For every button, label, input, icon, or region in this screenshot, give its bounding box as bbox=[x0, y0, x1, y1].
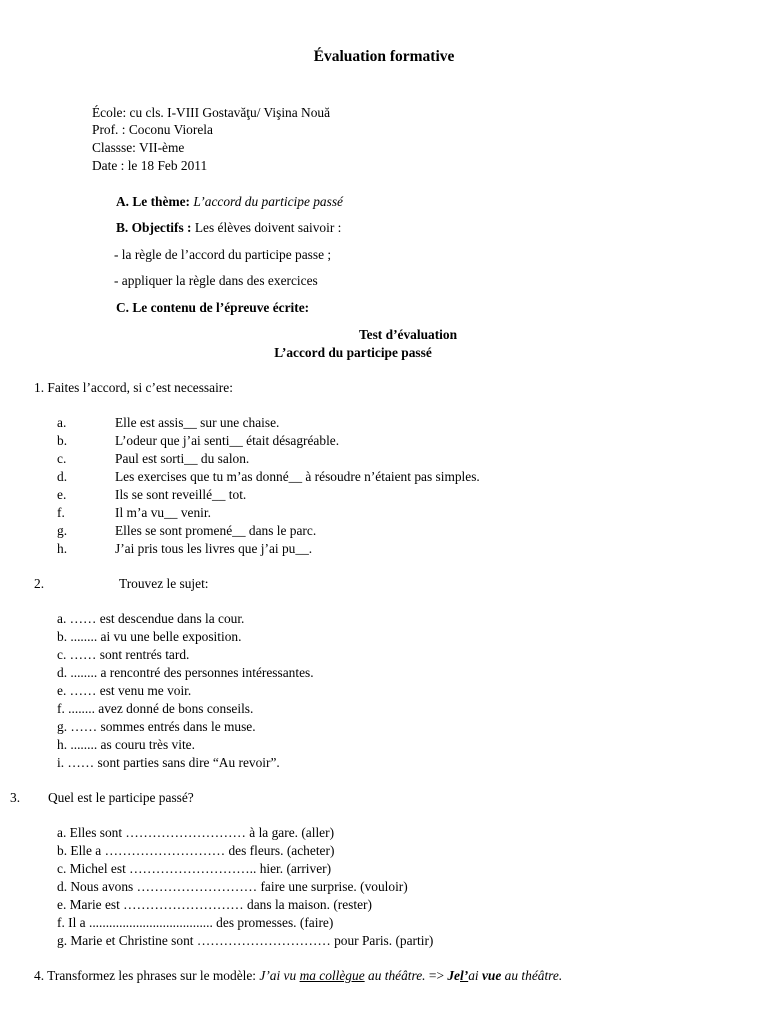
test-title: Test d’évaluation bbox=[358, 327, 458, 342]
class-line: Classse: VII-ème bbox=[92, 140, 185, 155]
list-item: c. Michel est ……………………….. hier. (arriver) bbox=[57, 861, 332, 876]
list-item: e. Marie est ……………………… dans la maison. (rester) bbox=[57, 897, 372, 912]
exercise-3-number: 3. bbox=[10, 790, 21, 805]
contents-label: C. Le contenu de l’épreuve écrite: bbox=[116, 300, 310, 315]
model-sentence-start: J’ai vu bbox=[259, 968, 297, 983]
exercise-4-line bbox=[34, 967, 562, 985]
theme-label: A. Le thème: bbox=[116, 194, 190, 209]
objectives-label: B. Objectifs : bbox=[116, 220, 192, 235]
exercise-4-instruction: 4. Transformez les phrases sur le modèle: bbox=[34, 968, 257, 983]
model-sentence-underlined: ma collègue bbox=[299, 968, 365, 983]
exercise-2-instruction: Trouvez le sujet: bbox=[119, 576, 209, 591]
answer-pronoun: l’ bbox=[460, 968, 469, 983]
school-line: École: cu cls. I-VIII Gostavăţu/ Vişina Nouă bbox=[92, 105, 331, 120]
list-item-letter: a. bbox=[57, 415, 67, 430]
exercise-1-instruction: 1. Faites l’accord, si c’est necessaire: bbox=[34, 380, 233, 395]
list-item-text: Elle est assis__ sur une chaise. bbox=[115, 415, 280, 430]
page-title: Évaluation formative bbox=[313, 48, 455, 65]
objective-item: - appliquer la règle dans des exercices bbox=[114, 273, 318, 288]
list-item-letter: b. bbox=[57, 433, 68, 448]
list-item-text: J’ai pris tous les livres que j’ai pu__. bbox=[115, 541, 313, 556]
objective-item: - la règle de l’accord du participe passe ; bbox=[114, 247, 332, 262]
list-item: a. Elles sont ……………………… à la gare. (aller) bbox=[57, 825, 335, 840]
answer-ai: ai bbox=[468, 968, 479, 983]
list-item: a. …… est descendue dans la cour. bbox=[57, 611, 245, 626]
list-item-text: Il m’a vu__ venir. bbox=[115, 505, 211, 520]
objectives-line bbox=[116, 219, 341, 237]
list-item-letter: e. bbox=[57, 487, 67, 502]
list-item: d. Nous avons ……………………… faire une surprise. (vouloir) bbox=[57, 879, 408, 894]
answer-participle: vue bbox=[481, 968, 502, 983]
list-item: e. …… est venu me voir. bbox=[57, 683, 192, 698]
arrow: => bbox=[428, 968, 444, 983]
list-item-letter: d. bbox=[57, 469, 68, 484]
model-sentence-end: au théâtre. bbox=[368, 968, 426, 983]
theme-line bbox=[116, 193, 343, 211]
list-item-text: Paul est sorti__ du salon. bbox=[115, 451, 250, 466]
list-item: d. ........ a rencontré des personnes intéressantes. bbox=[57, 665, 314, 680]
list-item: g. …… sommes entrés dans le muse. bbox=[57, 719, 256, 734]
list-item: c. …… sont rentrés tard. bbox=[57, 647, 190, 662]
answer-end: au théâtre. bbox=[504, 968, 563, 983]
teacher-line: Prof. : Coconu Viorela bbox=[92, 122, 213, 137]
list-item-letter: h. bbox=[57, 541, 68, 556]
list-item: g. Marie et Christine sont ………………………… pour Paris. (partir) bbox=[57, 933, 434, 948]
list-item: b. ........ ai vu une belle exposition. bbox=[57, 629, 242, 644]
list-item-text: Elles se sont promené__ dans le parc. bbox=[115, 523, 317, 538]
list-item: i. …… sont parties sans dire “Au revoir”. bbox=[57, 755, 280, 770]
objectives-value: Les élèves doivent saivoir : bbox=[194, 220, 342, 235]
test-subtitle: L’accord du participe passé bbox=[274, 345, 432, 360]
exercise-2-number: 2. bbox=[34, 576, 45, 591]
answer-je: Je bbox=[447, 968, 460, 983]
list-item-text: Ils se sont reveillé__ tot. bbox=[115, 487, 247, 502]
theme-value: L’accord du participe passé bbox=[193, 194, 343, 209]
list-item-text: Les exercises que tu m’as donné__ à résoudre n’étaient pas simples. bbox=[115, 469, 480, 484]
date-line: Date : le 18 Feb 2011 bbox=[92, 158, 208, 173]
exercise-3-instruction: Quel est le participe passé? bbox=[48, 790, 194, 805]
list-item: f. ........ avez donné de bons conseils. bbox=[57, 701, 254, 716]
list-item-letter: g. bbox=[57, 523, 68, 538]
list-item: f. Il a ..................................... des promesses. (faire) bbox=[57, 915, 334, 930]
list-item: h. ........ as couru très vite. bbox=[57, 737, 195, 752]
list-item-letter: f. bbox=[57, 505, 65, 520]
list-item-letter: c. bbox=[57, 451, 67, 466]
list-item: b. Elle a ……………………… des fleurs. (acheter) bbox=[57, 843, 335, 858]
list-item-text: L’odeur que j’ai senti__ était désagréable. bbox=[115, 433, 340, 448]
